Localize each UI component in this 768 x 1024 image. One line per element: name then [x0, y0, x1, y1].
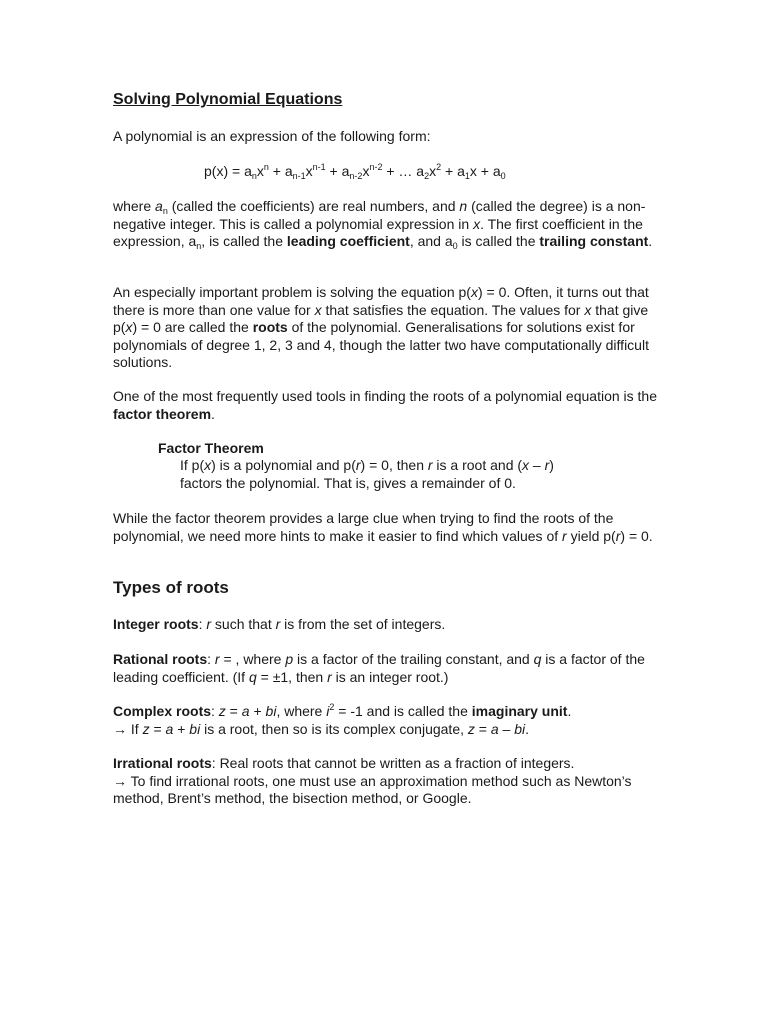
theorem-heading: Factor Theorem [158, 440, 264, 456]
intro-paragraph: A polynomial is an expression of the following form: [113, 128, 431, 144]
hints-paragraph: While the factor theorem provides a large clue when trying to find the roots of the polynomial, we need more hints to make it easier to find which values of r yield p(r) = 0. [113, 510, 653, 544]
irrational-roots-paragraph: Irrational roots: Real roots that cannot be written as a fraction of integers. → To find irrational roots, one must use an approximation method such as Newton’s method, Brent’s method, the bisection method, or Google. [113, 755, 632, 806]
rational-roots-paragraph: Rational roots: r = , where p is a factor of the trailing constant, and q is a factor of the leading coefficient. (If q = ±1, then r is an integer root.) [113, 651, 645, 685]
problem-paragraph: An especially important problem is solving the equation p(x) = 0. Often, it turns out that there is more than one value for x that satisfies the equation. The values for x that give p(x) = 0 are called the roots of the polynomial. Generalisations for solutions exist for polynomials of degree 1, 2, 3 and 4, though the latter two have computationally difficult solutions. [113, 284, 649, 370]
polynomial-equation: $p(x) = a_nx^n + a_{n-1}x^{n-1} + a_{n-2}x^{n-2}$ + … $a_2x^2 + a_1x + a_0$ [204, 162, 506, 181]
theorem-body: If p(x) is a polynomial and p(r) = 0, then r is a root and (x – r) factors the polynomial. That is, gives a remainder of 0. [180, 457, 554, 491]
complex-roots-paragraph: Complex roots: z = a + bi, where $i^2 = -1$ and is called the imaginary unit. → If z = a + bi is a root, then so is its complex conjugate, z = a – bi. [113, 702, 572, 737]
integer-roots-paragraph: Integer roots: r such that r is from the set of integers. [113, 616, 446, 632]
page-title: Solving Polynomial Equations [113, 91, 343, 108]
tools-paragraph: One of the most frequently used tools in finding the roots of a polynomial equation is the factor theorem. [113, 388, 657, 422]
section-heading: Types of roots [113, 578, 229, 597]
definition-paragraph: where $a_n$ (called the coefficients) are real numbers, and n (called the degree) is a non-negative integer. This is called a polynomial expression in x. The first coefficient in the expression, $a_n$, is called the leading coefficient, and $a_0$ is called the trailing constant. [113, 198, 653, 251]
